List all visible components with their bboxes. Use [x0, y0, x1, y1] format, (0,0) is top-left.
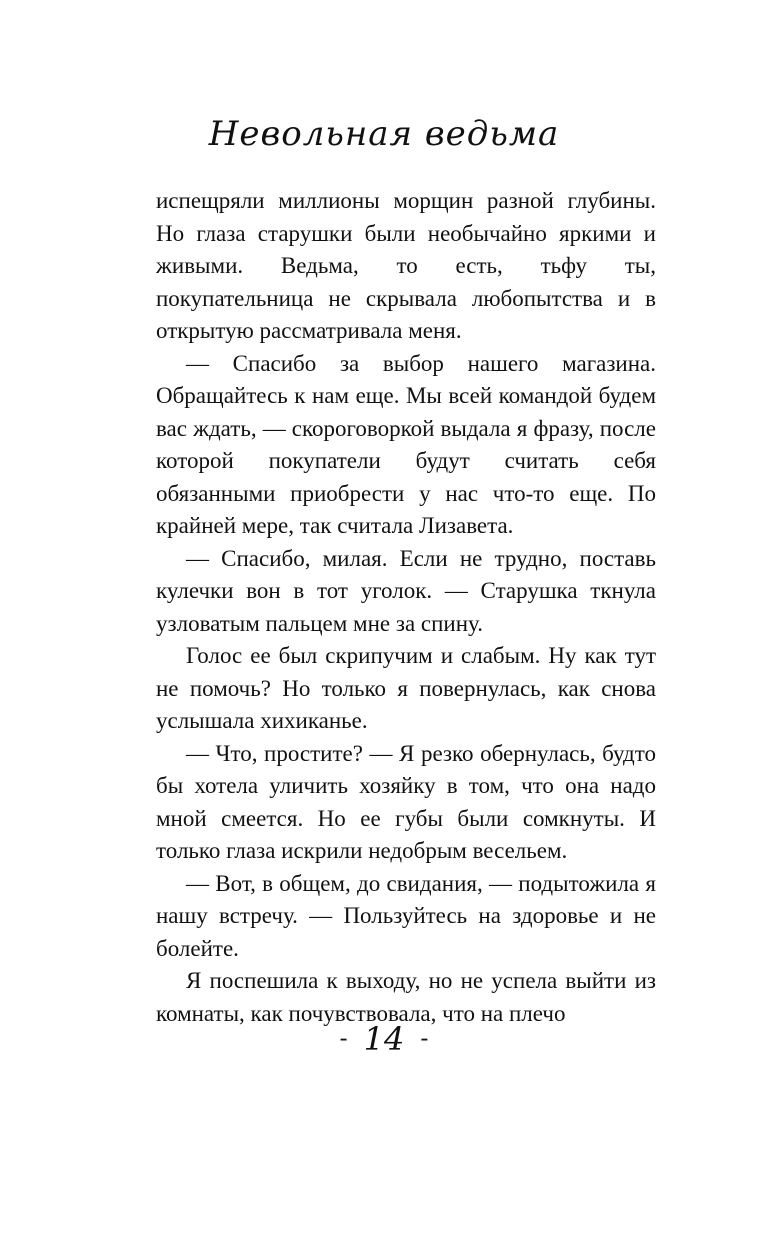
- body-text: [156, 185, 656, 1030]
- page-number: 14: [363, 1020, 405, 1058]
- page-number-footer: [0, 1018, 768, 1059]
- paragraph: Голос ее был скрипучим и слабым. Ну как тут не помочь? Но только я повернулась, как снова услышала хихиканье.: [156, 643, 656, 733]
- paragraph: — Что, простите? — Я резко обернулась, будто бы хотела уличить хозяйку в том, что она надо мной смеется. Но ее губы были сомкнуты. И только глаза искрили недобрым весельем.: [156, 740, 656, 863]
- running-head-title: Невольная ведьма: [208, 114, 560, 154]
- paragraph: — Спасибо, милая. Если не трудно, поставь кулечки вон в тот уголок. — Старушка ткнула узловатым пальцем мне за спину.: [156, 545, 656, 636]
- paragraph: — Вот, в общем, до свидания, — подытожила я нашу встречу. — Пользуйтесь на здоровье и не болейте.: [156, 870, 656, 961]
- paragraph: испещряли миллионы морщин разной глубины. Но глаза старушки были необычайно яркими и живыми. Ведьма, то есть, тьфу ты, покупательница не скрывала любопытства и в открытую рассматривала меня.: [156, 188, 656, 343]
- folio-dash-right: -: [420, 1024, 429, 1052]
- paragraph: Я поспешила к выходу, но не успела выйти из комнаты, как почувствовала, что на плечо: [156, 968, 656, 1026]
- folio-dash-left: -: [339, 1024, 348, 1052]
- paragraph: — Спасибо за выбор нашего магазина. Обращайтесь к нам еще. Мы всей командой будем вас ждать, — скороговоркой выдала я фразу, после которой покупатели будут считать себя обязанными приобрести у нас что-то еще. По крайней мере, так считала Лизавета.: [156, 350, 656, 538]
